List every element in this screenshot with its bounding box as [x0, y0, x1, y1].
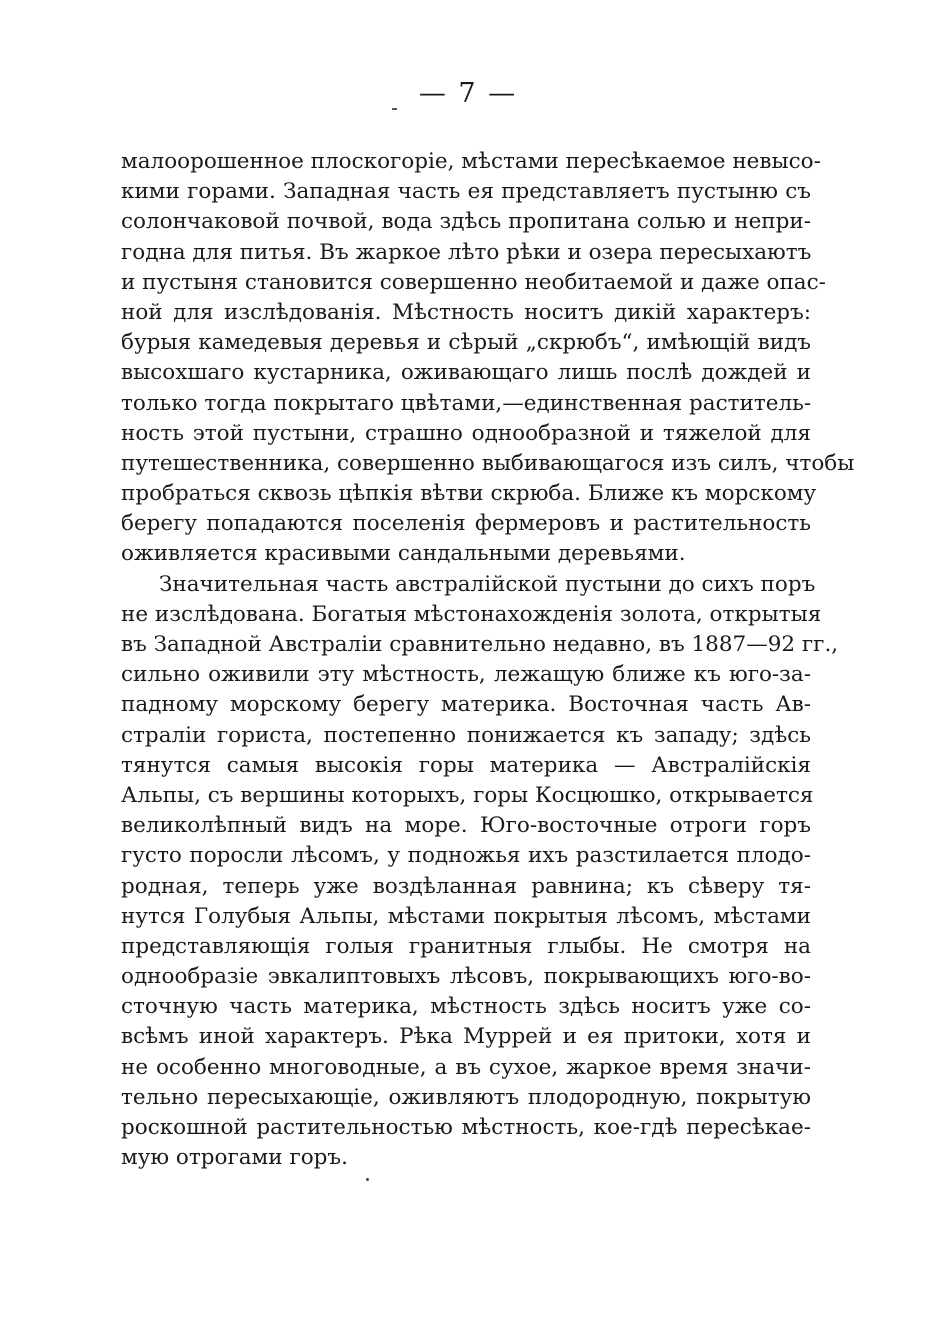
text-line: представляющія голыя гранитныя глыбы. Не смотря на	[121, 933, 811, 959]
text-line: тельно пересыхающіе, оживляютъ плодородную, покрытую	[121, 1084, 811, 1110]
ink-speck	[366, 1178, 369, 1181]
text-line: сильно оживили эту мѣстность, лежащую ближе къ юго-за-	[121, 662, 811, 688]
text-line: малоорошенное плоскогоріе, мѣстами пересѣкаемое невысо-	[121, 149, 821, 174]
text-line: кими горами. Западная часть ея представляетъ пустыню съ	[121, 179, 811, 205]
text-line: тянутся самыя высокія горы материка — Австралійскія	[121, 752, 811, 778]
text-line: не особенно многоводные, а въ сухое, жаркое время значи-	[121, 1054, 811, 1080]
text-line: однообразіе эвкалиптовыхъ лѣсовъ, покрывающихъ юго-во-	[121, 964, 811, 990]
text-line: ной для изслѣдованія. Мѣстность носитъ дикій характеръ:	[121, 299, 811, 325]
text-line: нутся Голубыя Альпы, мѣстами покрытыя лѣсомъ, мѣстами	[121, 903, 811, 929]
text-line: родная, теперь уже воздѣланная равнина; къ сѣверу тя-	[121, 873, 811, 899]
text-line: Значительная часть австралійской пустыни до сихъ поръ	[159, 571, 816, 597]
text-line: ность этой пустыни, страшно однообразной и тяжелой для	[121, 420, 811, 446]
body-text	[121, 147, 855, 1173]
text-line: страліи гориста, постепенно понижается къ западу; здѣсь	[121, 722, 811, 748]
text-line: оживляется красивыми сандальными деревьями.	[121, 541, 686, 567]
text-line: высохшаго кустарника, оживающаго лишь послѣ дождей и	[121, 360, 811, 386]
text-line: мую отрогами горъ.	[121, 1145, 348, 1171]
text-line: въ Западной Австраліи сравнительно недавно, въ 1887—92 гг.,	[121, 632, 839, 657]
text-line: великолѣпный видъ на море. Юго-восточные отроги горъ	[121, 813, 811, 839]
text-line: путешественника, совершенно выбивающагося изъ силъ, чтобы	[121, 450, 855, 476]
text-line: роскошной растительностью мѣстность, кое-гдѣ пересѣкае-	[121, 1115, 811, 1140]
paragraph-1	[121, 147, 855, 570]
text-line: падному морскому берегу материка. Восточная часть Ав-	[121, 692, 811, 718]
text-line: только тогда покрытаго цвѣтами,—единственная раститель-	[121, 390, 812, 416]
ink-mark	[392, 108, 397, 110]
text-line: солончаковой почвой, вода здѣсь пропитана солью и непри-	[121, 209, 811, 235]
paragraph-2	[121, 570, 839, 1174]
text-line: бурыя камедевыя деревья и сѣрый „скрюбъ“, имѣющій видъ	[121, 330, 811, 356]
text-line: не изслѣдована. Богатыя мѣстонахожденія золота, открытыя	[121, 601, 822, 627]
text-line: и пустыня становится совершенно необитаемой и даже опас-	[121, 269, 826, 295]
text-line: годна для питья. Въ жаркое лѣто рѣки и озера пересыхаютъ	[121, 239, 812, 265]
text-line: берегу попадаются поселенія фермеровъ и растительность	[121, 511, 811, 537]
text-line: всѣмъ иной характеръ. Рѣка Муррей и ея притоки, хотя и	[121, 1024, 811, 1050]
text-line: Альпы, съ вершины которыхъ, горы Косцюшко, открывается	[121, 782, 814, 808]
page-number: — 7 —	[418, 78, 518, 109]
text-line: сточную часть материка, мѣстность здѣсь носитъ уже со-	[121, 994, 811, 1020]
text-line: пробраться сквозь цѣпкія вѣтви скрюба. Ближе къ морскому	[121, 481, 817, 507]
page-header	[0, 78, 936, 109]
text-line: густо поросли лѣсомъ, у подножья ихъ разстилается плодо-	[121, 843, 811, 869]
